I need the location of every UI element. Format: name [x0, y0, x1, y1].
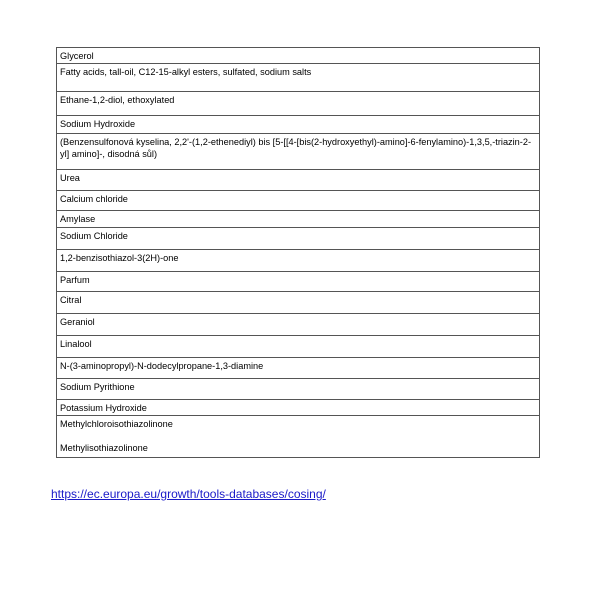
ingredient-name: Urea [60, 173, 80, 183]
ingredient-name: (Benzensulfonová kyselina, 2,2'-(1,2-ethenediyl) bis [5-[[4-[bis(2-hydroxyethyl)-amino]-6-fenylamino)-1,3,5,-triazin-2-yl] amino]-, disodná sůl) [60, 137, 532, 159]
table-row [57, 48, 540, 64]
ingredient-name: Sodium Hydroxide [60, 119, 136, 129]
ingredient-cell [57, 191, 540, 211]
ingredient-name: Sodium Chloride [60, 231, 128, 241]
table-row [57, 358, 540, 379]
table-row [57, 211, 540, 228]
ingredient-name: Methylisothiazolinone [60, 443, 148, 453]
ingredient-name: Linalool [60, 339, 92, 349]
ingredient-name: Potassium Hydroxide [60, 403, 147, 413]
table-row [57, 228, 540, 250]
ingredient-cell [57, 116, 540, 134]
ingredient-cell [57, 292, 540, 314]
ingredient-cell [57, 134, 540, 170]
ingredient-name: Calcium chloride [60, 194, 128, 204]
table-row [57, 416, 540, 458]
ingredient-name: Sodium Pyrithione [60, 382, 135, 392]
ingredient-cell [57, 211, 540, 228]
table-row [57, 64, 540, 92]
table-row [57, 400, 540, 416]
ingredient-name: Glycerol [60, 51, 94, 61]
ingredient-cell [57, 314, 540, 336]
table-row [57, 92, 540, 116]
table-row [57, 134, 540, 170]
ingredient-name: N-(3-aminopropyl)-N-dodecylpropane-1,3-diamine [60, 361, 264, 371]
table-row [57, 170, 540, 191]
ingredient-name: Amylase [60, 214, 96, 224]
ingredient-cell [57, 379, 540, 400]
ingredient-cell [57, 336, 540, 358]
table-row [57, 336, 540, 358]
ingredient-name: Parfum [60, 275, 90, 285]
ingredient-name: Ethane-1,2-diol, ethoxylated [60, 95, 175, 105]
ingredients-table [56, 47, 540, 458]
ingredient-cell [57, 358, 540, 379]
cell-spacer [60, 430, 535, 442]
ingredient-name: Methylchloroisothiazolinone [60, 419, 173, 429]
table-row [57, 292, 540, 314]
ingredient-cell [57, 272, 540, 292]
table-row [57, 250, 540, 272]
ingredient-name: Fatty acids, tall-oil, C12-15-alkyl esters, sulfated, sodium salts [60, 67, 312, 77]
table-row [57, 272, 540, 292]
ingredient-name: 1,2-benzisothiazol-3(2H)-one [60, 253, 179, 263]
ingredient-cell [57, 48, 540, 64]
ingredient-cell [57, 416, 540, 458]
table-row [57, 116, 540, 134]
ingredient-cell [57, 170, 540, 191]
table-row [57, 191, 540, 211]
ingredient-cell [57, 250, 540, 272]
ingredient-cell [57, 228, 540, 250]
ingredient-name: Citral [60, 295, 82, 305]
ingredient-cell [57, 92, 540, 116]
table-row [57, 379, 540, 400]
ingredient-cell [57, 64, 540, 92]
cosing-source-link[interactable]: https://ec.europa.eu/growth/tools-databases/cosing/ [51, 487, 326, 501]
ingredient-name: Geraniol [60, 317, 95, 327]
ingredient-cell [57, 400, 540, 416]
table-row [57, 314, 540, 336]
